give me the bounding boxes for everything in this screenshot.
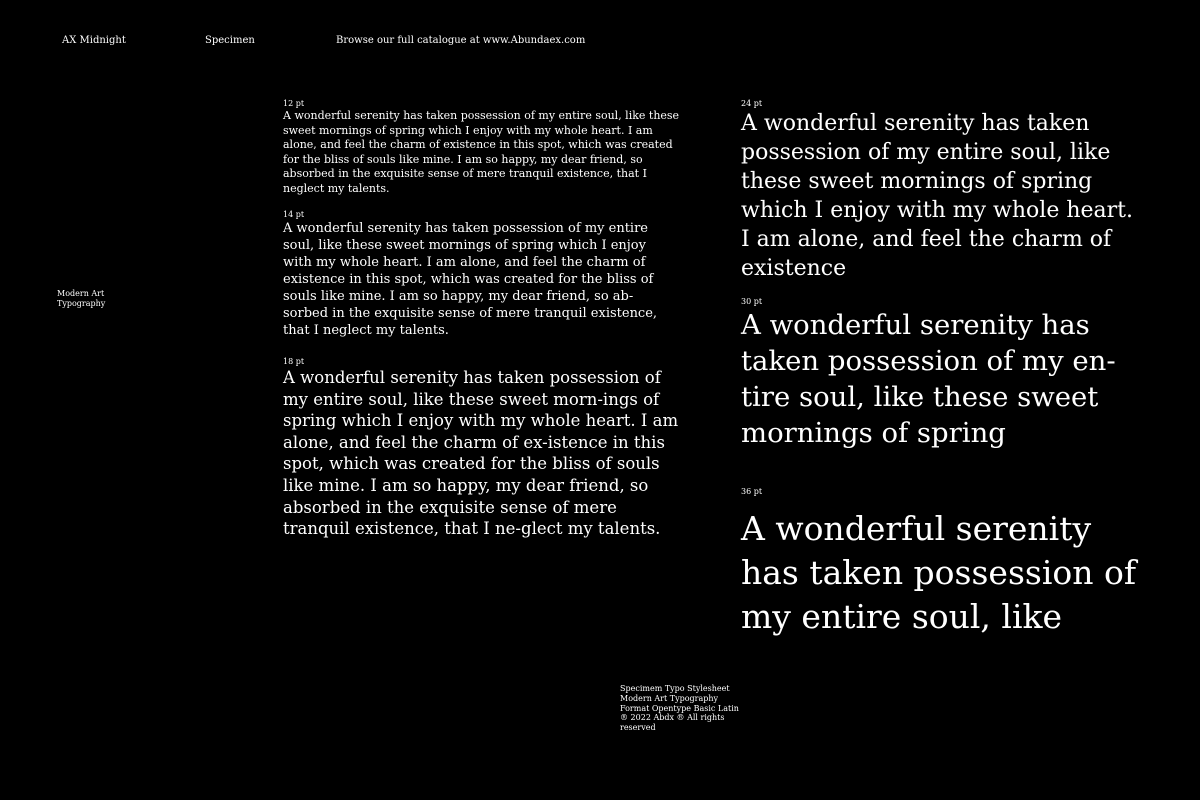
sample-text: A wonderful serenity has taken possession of my entire soul, like these sweet morn-ings of spring which I enjoy with my whole heart. I am alone, and feel the charm of ex-istence in this spot, which was created for the bliss of souls like mine. I am so happy, my dear friend, so absorbed in the exquisite sense of mere tranquil existence, that I ne-glect my talents.: [283, 368, 679, 539]
specimen-link[interactable]: Specimen: [205, 35, 255, 46]
colophon: [620, 684, 740, 733]
sample-text: A wonderful serenity has taken possession of my entire soul, like: [741, 509, 1137, 636]
size-label: 36 pt: [741, 487, 763, 496]
size-label: 24 pt: [741, 99, 763, 108]
size-label: 18 pt: [283, 357, 305, 366]
sample-text: A wonderful serenity has taken possession of my entire soul, like these sweet mornings of spring which I enjoy with my whole heart. I am alone, and feel the charm of existence in this spot, which was created for the bliss of souls like mine. I am so happy, my dear friend, so absorbed in the exquisite sense of mere tranquil existence, that I neglect my talents.: [283, 109, 680, 195]
catalogue-link[interactable]: Browse our full catalogue at www.Abundaex.com: [336, 35, 586, 46]
sample-14pt: [283, 210, 675, 339]
sample-36pt: [741, 487, 1141, 639]
size-label: 30 pt: [741, 297, 763, 306]
colophon-line: Format Opentype Basic Latin: [620, 703, 739, 713]
colophon-line: reserved: [620, 723, 656, 733]
sidebar-caption: [57, 289, 105, 309]
colophon-line: Modern Art Typography: [620, 693, 719, 703]
size-label: 14 pt: [283, 210, 305, 219]
sample-24pt: [741, 99, 1141, 283]
sample-text: A wonderful serenity has taken possession of my en-tire soul, like these sweet mornings of spring: [741, 309, 1116, 449]
brand-name: AX Midnight: [62, 35, 126, 46]
size-label: 12 pt: [283, 99, 305, 108]
sample-18pt: [283, 357, 683, 540]
sidebar-caption-line: Modern Art: [57, 289, 105, 298]
sample-text: A wonderful serenity has taken possession of my entire soul, like these sweet mornings of spring which I enjoy with my whole heart. I am alone, and feel the charm of existence: [741, 111, 1133, 281]
sample-text: A wonderful serenity has taken possession of my entire soul, like these sweet mornings of spring which I enjoy with my whole heart. I am alone, and feel the charm of existence in this spot, which was created for the bliss of souls like mine. I am so happy, my dear friend, so ab-sorbed in the exquisite sense of mere tranquil existence, that I neglect my talents.: [283, 221, 658, 338]
colophon-line: ® 2022 Abdx ® All rights: [620, 713, 725, 723]
sample-30pt: [741, 297, 1146, 451]
sample-12pt: [283, 99, 683, 196]
colophon-line: Specimem Typo Stylesheet: [620, 684, 730, 693]
sidebar-caption-line: Typography: [57, 299, 106, 308]
